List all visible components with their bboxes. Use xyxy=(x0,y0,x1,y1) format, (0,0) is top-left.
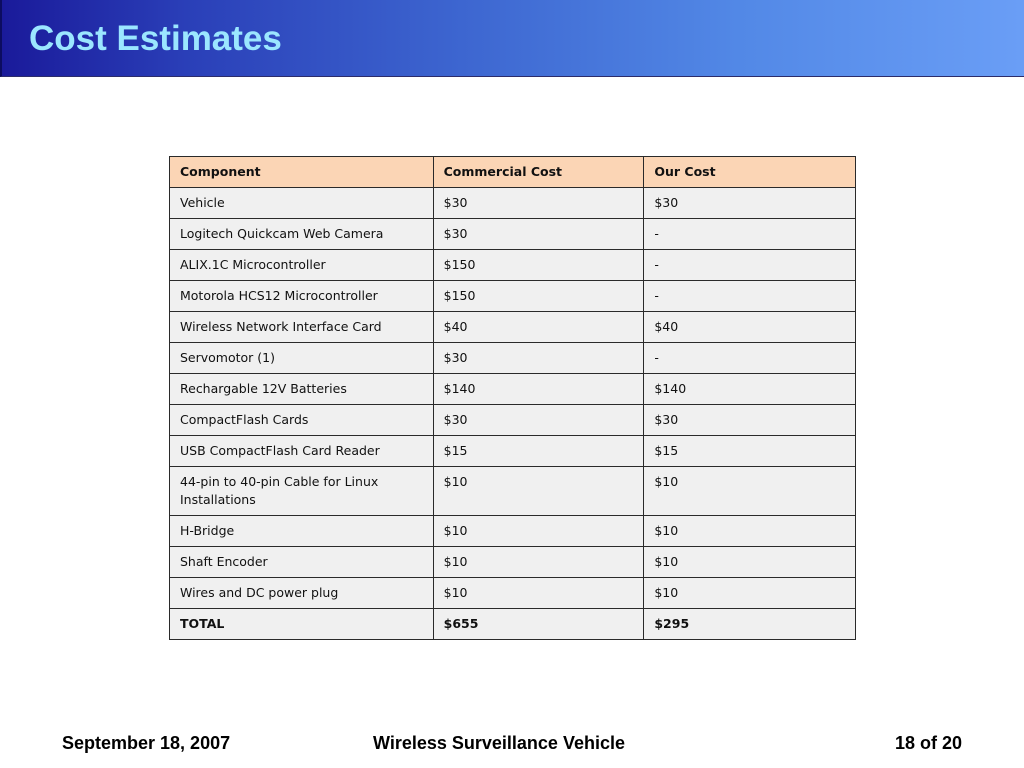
column-header-our-cost: Our Cost xyxy=(644,157,856,188)
component-cell: 44-pin to 40-pin Cable for Linux Installations xyxy=(170,467,434,516)
cost-table xyxy=(169,156,856,640)
table-total-row xyxy=(170,609,856,640)
table-row xyxy=(170,281,856,312)
table-row xyxy=(170,312,856,343)
table-row xyxy=(170,516,856,547)
our-cost-cell: $10 xyxy=(644,547,856,578)
component-cell: Shaft Encoder xyxy=(170,547,434,578)
commercial-cost-cell: $10 xyxy=(433,516,644,547)
our-cost-cell: $140 xyxy=(644,374,856,405)
column-header-component: Component xyxy=(170,157,434,188)
table-row xyxy=(170,578,856,609)
footer-project-title: Wireless Surveillance Vehicle xyxy=(373,733,625,753)
our-cost-cell: - xyxy=(644,343,856,374)
commercial-cost-cell: $30 xyxy=(433,343,644,374)
component-cell: Wires and DC power plug xyxy=(170,578,434,609)
commercial-cost-cell: $30 xyxy=(433,405,644,436)
component-cell: Logitech Quickcam Web Camera xyxy=(170,219,434,250)
total-label-cell: TOTAL xyxy=(170,609,434,640)
our-cost-cell: - xyxy=(644,281,856,312)
footer-date: September 18, 2007 xyxy=(62,733,231,753)
component-cell: Motorola HCS12 Microcontroller xyxy=(170,281,434,312)
component-cell: Wireless Network Interface Card xyxy=(170,312,434,343)
component-cell: Rechargable 12V Batteries xyxy=(170,374,434,405)
table-row xyxy=(170,467,856,516)
commercial-cost-cell: $30 xyxy=(433,188,644,219)
our-cost-cell: $10 xyxy=(644,467,856,516)
component-cell: USB CompactFlash Card Reader xyxy=(170,436,434,467)
footer-page-number: 18 of 20 xyxy=(894,733,962,753)
commercial-cost-cell: $30 xyxy=(433,219,644,250)
commercial-cost-cell: $10 xyxy=(433,467,644,516)
commercial-cost-cell: $140 xyxy=(433,374,644,405)
commercial-cost-cell: $150 xyxy=(433,250,644,281)
our-cost-cell: - xyxy=(644,250,856,281)
component-cell: Vehicle xyxy=(170,188,434,219)
table-row xyxy=(170,219,856,250)
slide-title: Cost Estimates xyxy=(29,19,282,58)
component-cell: H-Bridge xyxy=(170,516,434,547)
our-cost-cell: $10 xyxy=(644,516,856,547)
commercial-cost-cell: $10 xyxy=(433,547,644,578)
component-cell: ALIX.1C Microcontroller xyxy=(170,250,434,281)
total-commercial-cost-cell: $655 xyxy=(433,609,644,640)
total-our-cost-cell: $295 xyxy=(644,609,856,640)
table-row xyxy=(170,374,856,405)
our-cost-cell: $30 xyxy=(644,188,856,219)
our-cost-cell: $10 xyxy=(644,578,856,609)
table-header-row xyxy=(170,157,856,188)
commercial-cost-cell: $150 xyxy=(433,281,644,312)
table-row xyxy=(170,547,856,578)
component-cell: Servomotor (1) xyxy=(170,343,434,374)
table-row xyxy=(170,188,856,219)
title-bar xyxy=(0,0,1024,77)
commercial-cost-cell: $40 xyxy=(433,312,644,343)
table-row xyxy=(170,343,856,374)
table-row xyxy=(170,436,856,467)
table-row xyxy=(170,250,856,281)
column-header-commercial-cost: Commercial Cost xyxy=(433,157,644,188)
commercial-cost-cell: $15 xyxy=(433,436,644,467)
our-cost-cell: - xyxy=(644,219,856,250)
our-cost-cell: $40 xyxy=(644,312,856,343)
our-cost-cell: $15 xyxy=(644,436,856,467)
component-cell: CompactFlash Cards xyxy=(170,405,434,436)
our-cost-cell: $30 xyxy=(644,405,856,436)
table-row xyxy=(170,405,856,436)
commercial-cost-cell: $10 xyxy=(433,578,644,609)
